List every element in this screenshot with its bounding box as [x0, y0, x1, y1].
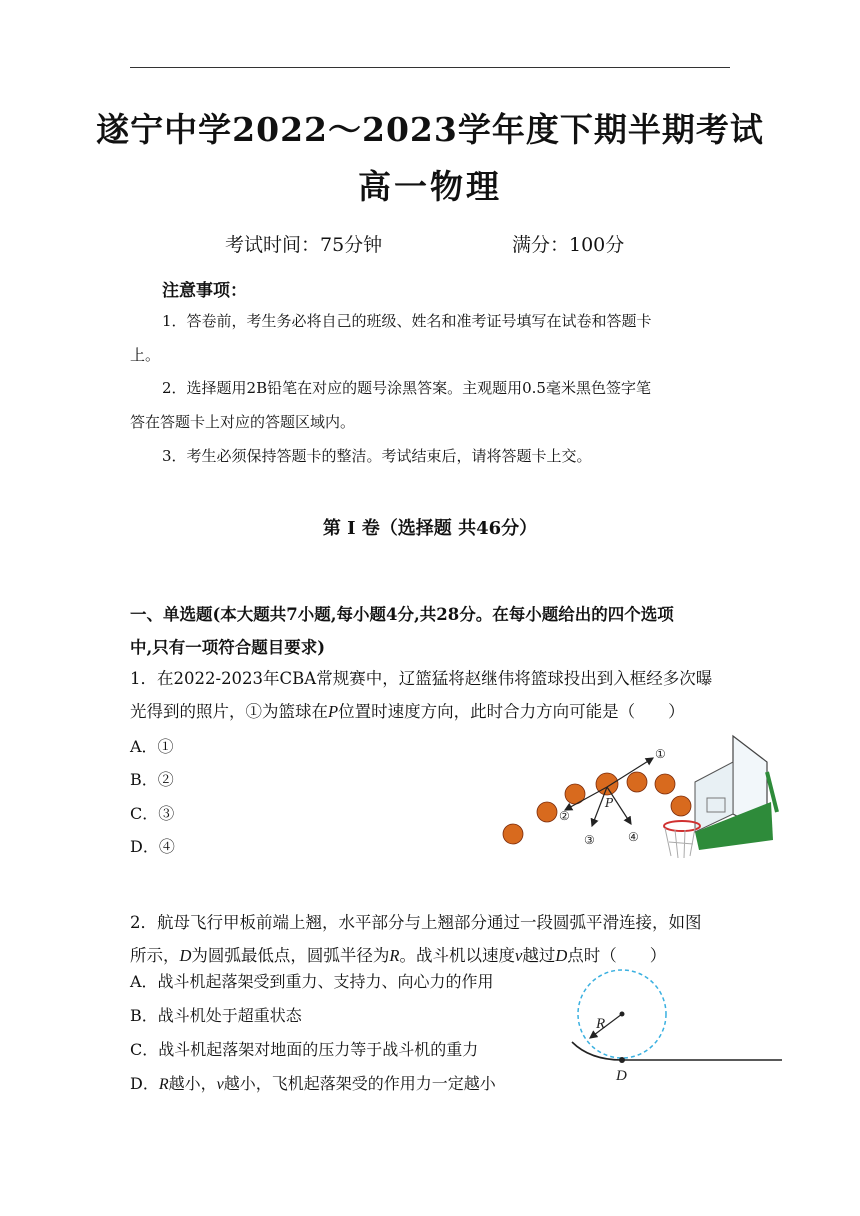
- question-1-stem: [130, 662, 740, 728]
- section-1-line-1: 一、单选题(本大题共7小题,每小题4分,共28分。在每小题给出的四个选项: [130, 605, 674, 624]
- basketball-balls: [503, 772, 691, 844]
- label-arrow-4: ④: [628, 830, 639, 844]
- label-arrow-3: ③: [584, 833, 595, 847]
- question-2-stem: [130, 906, 740, 972]
- question-1-option-d: D．④: [130, 837, 175, 856]
- question-1-line-1: 1．在2022-2023年CBA常规赛中，辽篮猛将赵继伟将篮球投出到入框经多次曝: [130, 669, 713, 688]
- question-2-option-b: B．战斗机处于超重状态: [130, 1006, 302, 1025]
- section-1-line-2: 中,只有一项符合题目要求): [130, 638, 326, 657]
- question-1-line-2: 光得到的照片，①为篮球在P位置时速度方向，此时合力方向可能是（ ）: [130, 702, 685, 721]
- header-rule: [130, 67, 730, 68]
- question-1-option-a: A．①: [130, 737, 174, 756]
- point-d: [619, 1057, 625, 1063]
- question-2-line-2: 所示，D为圆弧最低点，圆弧半径为R。战斗机以速度v越过D点时（ ）: [130, 946, 667, 965]
- question-2-option-a: A．战斗机起落架受到重力、支持力、向心力的作用: [130, 972, 494, 991]
- label-point-p: P: [605, 796, 614, 810]
- notice-title: 注意事项：: [162, 281, 247, 301]
- subject-title: 高一物理: [358, 167, 502, 206]
- question-2-option-d: D．R越小，v越小，飞机起落架受的作用力一定越小: [130, 1074, 496, 1093]
- notice-item-2-line-1: 2．选择题用2B铅笔在对应的题号涂黑答案。主观题用0.5毫米黑色签字笔: [162, 379, 651, 397]
- exam-time: 考试时间：75分钟: [225, 234, 383, 256]
- notice-item-2-line-2: 答在答题卡上对应的答题区域内。: [130, 413, 356, 431]
- question-1-option-b: B．②: [130, 770, 174, 789]
- question-1-option-c: C．③: [130, 804, 175, 823]
- radius-arrow: [590, 1014, 622, 1038]
- part-1-title: 第 Ⅰ 卷（选择题 共46分）: [322, 518, 538, 539]
- circle-center: [620, 1012, 625, 1017]
- basketball-figure: [495, 732, 780, 862]
- deck-arc-figure: [570, 966, 785, 1086]
- notice-item-1-line-2: 上。: [130, 346, 161, 364]
- label-r: R: [596, 1016, 606, 1032]
- full-score: 满分：100分: [512, 234, 625, 256]
- section-1-heading: [130, 598, 740, 664]
- deck-surface: [572, 1042, 782, 1060]
- question-2-line-1: 2．航母飞行甲板前端上翘，水平部分与上翘部分通过一段圆弧平滑连接，如图: [130, 913, 702, 932]
- notice-item-1-line-1: 1．答卷前，考生务必将自己的班级、姓名和准考证号填写在试卷和答题卡: [162, 312, 652, 330]
- label-arrow-2: ②: [559, 809, 570, 823]
- notice-item-3: 3．考生必须保持答题卡的整洁。考试结束后，请将答题卡上交。: [162, 447, 592, 465]
- exam-title: 遂宁中学2022～2023学年度下期半期考试: [96, 110, 764, 149]
- label-arrow-1: ①: [655, 747, 666, 761]
- question-2-option-c: C．战斗机起落架对地面的压力等于战斗机的重力: [130, 1040, 479, 1059]
- label-d: D: [616, 1068, 627, 1084]
